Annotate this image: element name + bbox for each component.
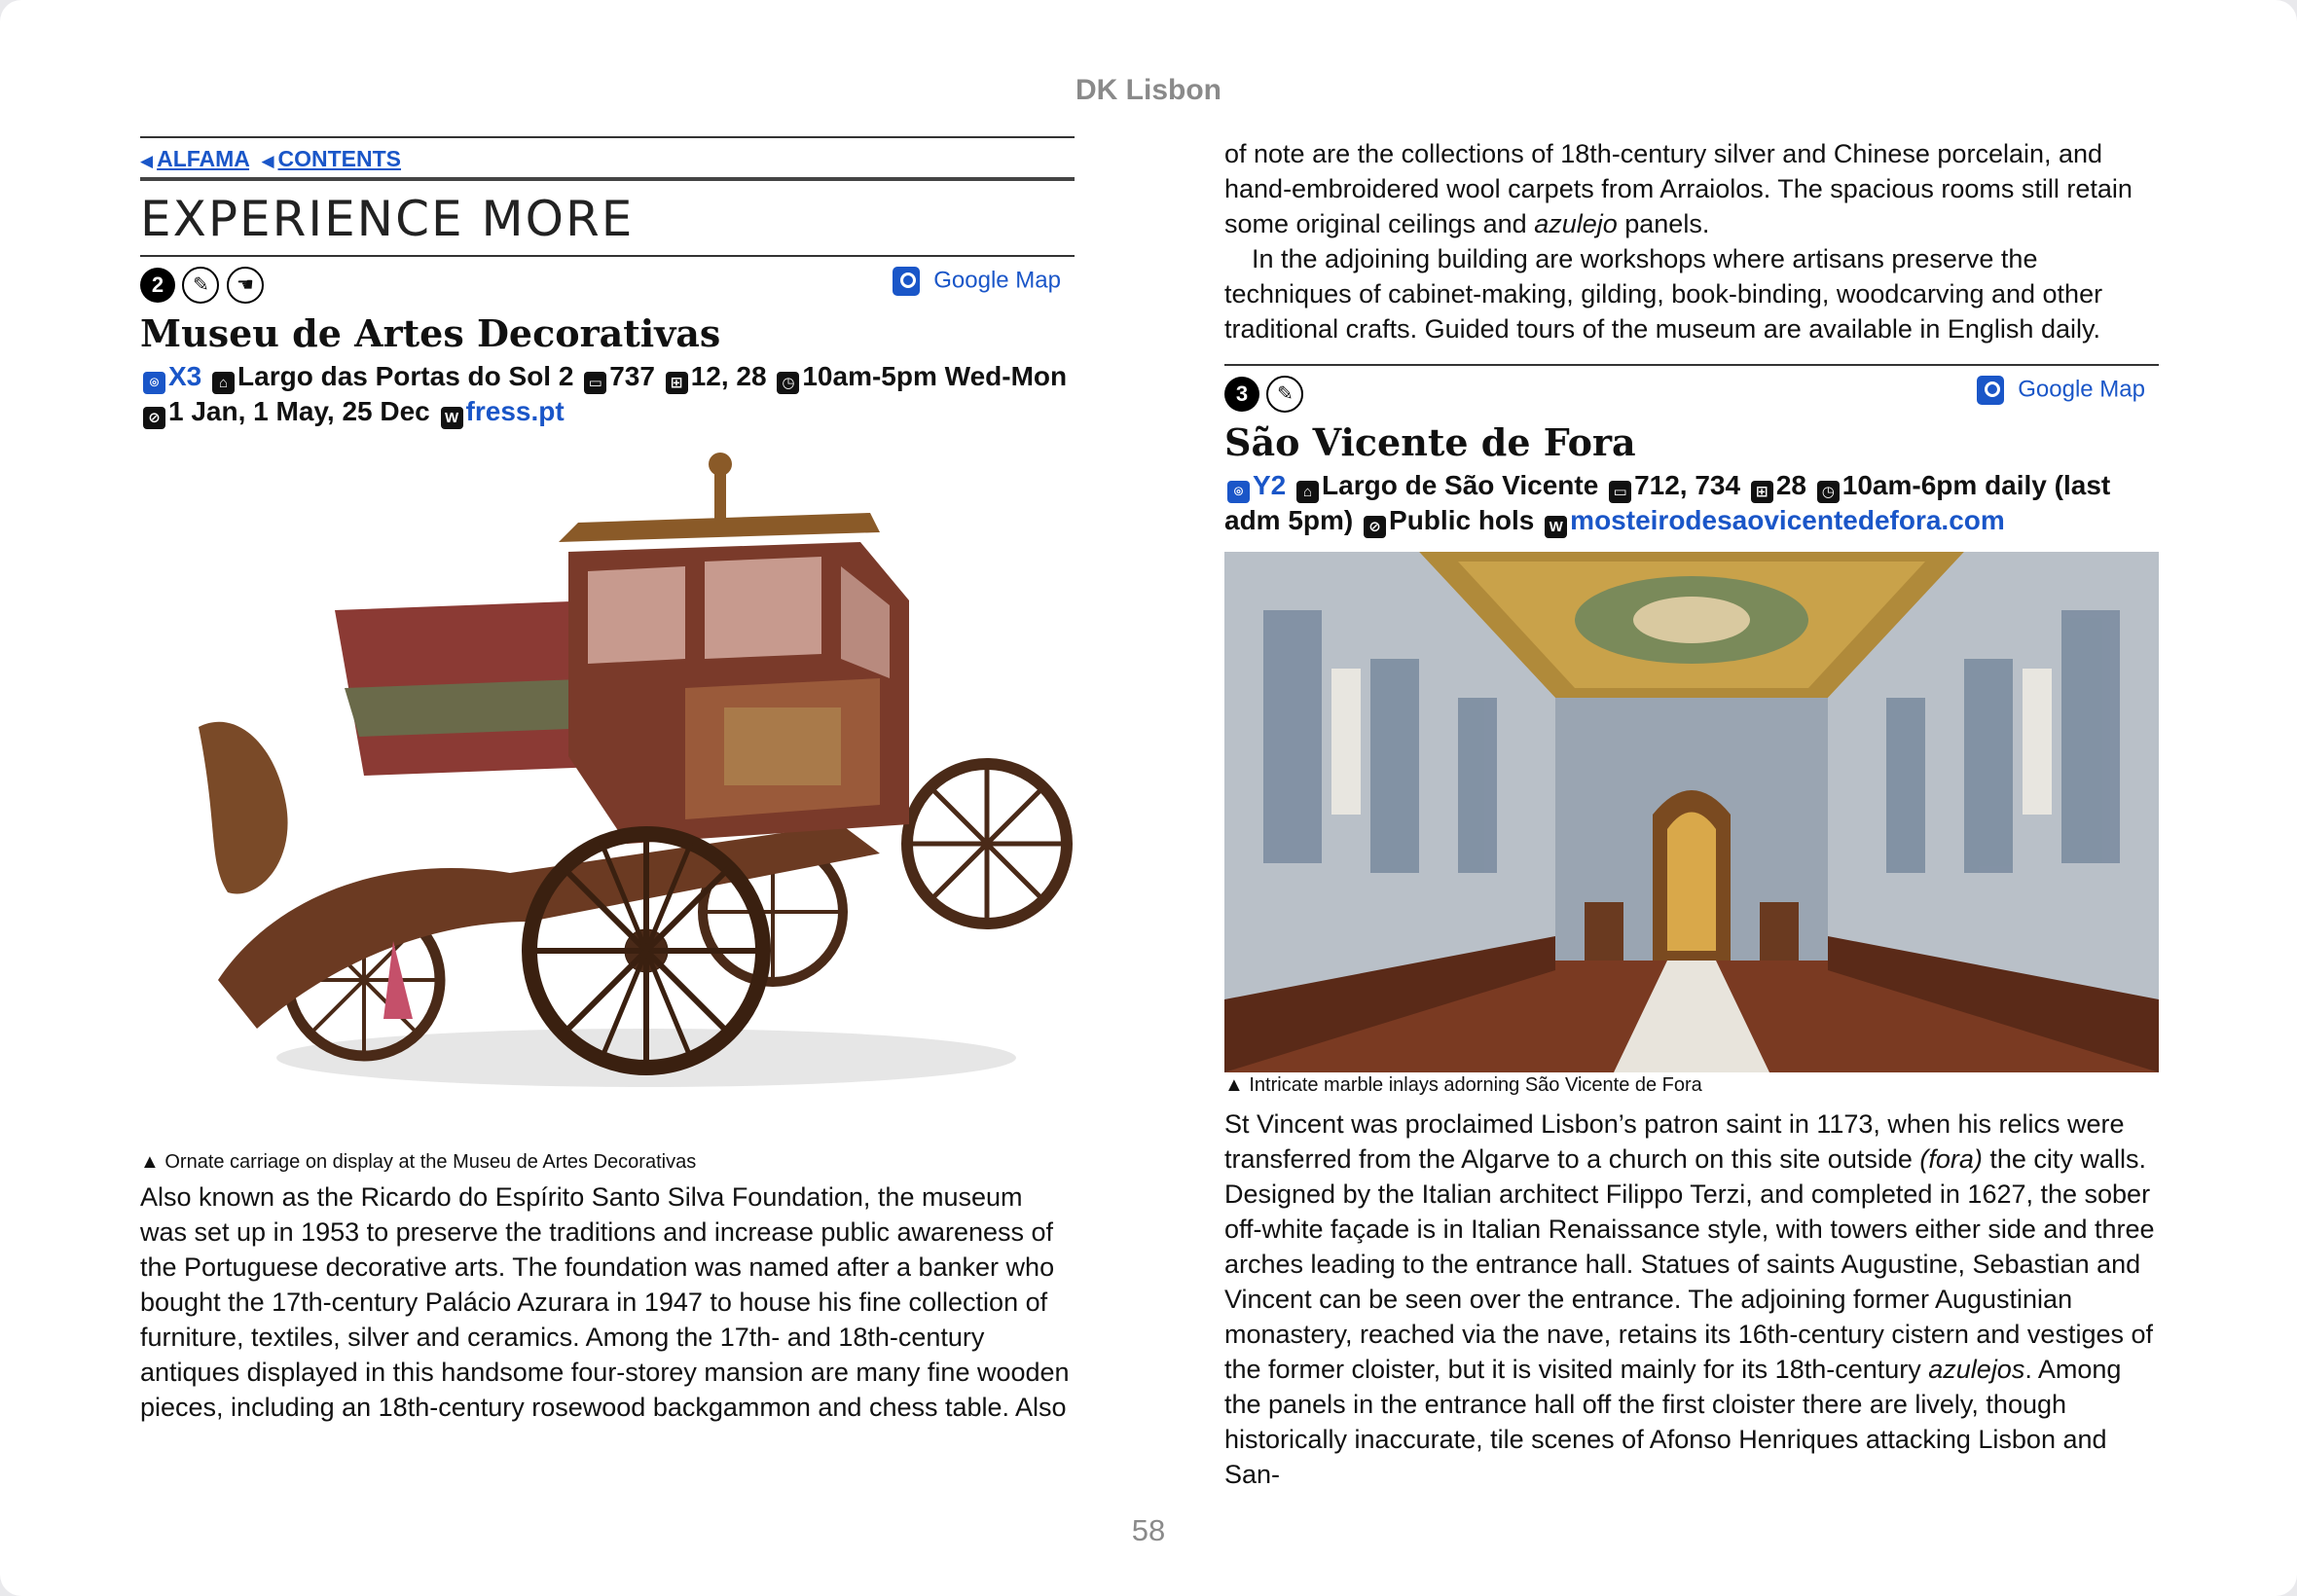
tram-icon: ⊞	[666, 372, 688, 394]
image-caption: ▲ Ornate carriage on display at the Museu de Artes Decorativas	[140, 1151, 697, 1173]
book-title: DK Lisbon	[1076, 74, 1221, 106]
entry-info	[1224, 468, 2159, 538]
closed-dates: Public hols	[1389, 505, 1535, 535]
bus-routes: 737	[609, 361, 655, 391]
closed-icon: ⊘	[143, 407, 165, 429]
grid-ref-link[interactable]: Y2	[1253, 470, 1287, 500]
entry-number: 3	[1224, 377, 1259, 412]
entry-header	[140, 267, 1075, 309]
map-pin-icon: ⌾	[143, 372, 165, 394]
left-column	[140, 136, 1075, 1425]
entry-title: Museu de Artes Decorativas	[140, 311, 721, 355]
entry-title: São Vicente de Fora	[1224, 420, 1636, 464]
church-interior-image	[1224, 552, 2159, 1072]
map-pin-icon	[1977, 376, 2004, 405]
closed-dates: 1 Jan, 1 May, 25 Dec	[168, 396, 430, 426]
web-icon: W	[441, 407, 463, 429]
divider	[140, 255, 1075, 257]
hand-icon: ☚	[227, 267, 264, 304]
back-arrow-icon: ◀	[140, 152, 154, 170]
section-title: EXPERIENCE MORE	[140, 191, 635, 247]
grid-ref-link[interactable]: X3	[168, 361, 202, 391]
address: Largo das Portas do Sol 2	[237, 361, 574, 391]
google-map-link[interactable]	[893, 267, 1061, 296]
entry-number: 2	[140, 268, 175, 303]
tram-icon: ⊞	[1751, 481, 1773, 503]
body-paragraph: In the adjoining building are workshops where artisans preserve the techniques of cabinet-making, gilding, book-binding, woodcarving and other traditional crafts. Guided tours of the museum are available in English daily.	[1224, 244, 2103, 344]
carriage-image	[140, 435, 1075, 1145]
body-paragraph: Also known as the Ricardo do Espírito Santo Silva Foundation, the museum was set up in 1953 to preserve the traditions and increase public awareness of the Portuguese decorative arts. The foundation was named after a banker who bought the 17th-century Palácio Azurara in 1947 to house his fine collection of furniture, textiles, silver and ceramics. Among the 17th- and 18th-century antiques displayed in this handsome four-storey mansion are many fine wooden pieces, including an 18th-century rosewood backgammon and chess table. Also	[140, 1182, 1070, 1422]
ticket-icon: ✎	[1266, 376, 1303, 413]
map-pin-icon	[893, 267, 920, 296]
page-number: 58	[1131, 1513, 1166, 1547]
back-arrow-icon: ◀	[261, 152, 274, 170]
alfama-link[interactable]: ALFAMA	[157, 146, 250, 171]
tram-routes: 28	[1775, 470, 1806, 500]
image-caption: ▲ Intricate marble inlays adorning São Vicente de Fora	[1224, 1074, 1702, 1096]
contents-link[interactable]: CONTENTS	[277, 146, 402, 171]
opening-hours: 10am-5pm Wed-Mon	[802, 361, 1068, 391]
body-paragraph: of note are the collections of 18th-century silver and Chinese porcelain, and hand-embroidered wool carpets from Arraiolos. The spacious rooms still retain some original ceilings and azulejo panels.	[1224, 139, 2133, 238]
opening-hours: 10am-6pm daily (last adm 5pm)	[1224, 470, 2111, 535]
breadcrumb	[140, 138, 1075, 177]
body-paragraph: St Vincent was proclaimed Lisbon’s patron saint in 1173, when his relics were transferred from the Algarve to a church on this site outside (fora) the city walls. Designed by the Italian architect Filippo Terzi, and completed in 1627, the sober off-white façade is in Italian Renaissance style, with towers either side and three arches leading to the entrance hall. Statues of saints Augustine, Sebastian and Vincent can be seen over the entrance. The adjoining former Augustinian monastery, reached via the nave, retains its 16th-century cistern and vestiges of the former cloister, but it is visited mainly for its 18th-century azulejos. Among the panels in the entrance hall off the first cloister there are lively, though historically inaccurate, tile scenes of Afonso Henriques attacking Lisbon and San-	[1224, 1109, 2155, 1489]
bus-icon: ▭	[584, 372, 606, 394]
entry-body	[140, 1179, 1075, 1425]
bus-icon: ▭	[1609, 481, 1631, 503]
entry-body	[1224, 1106, 2159, 1492]
web-icon: W	[1545, 516, 1567, 538]
clock-icon: ◷	[1817, 481, 1840, 503]
bus-routes: 712, 734	[1634, 470, 1741, 500]
website-link[interactable]: mosteirodesaovicentedefora.com	[1570, 505, 2005, 535]
closed-icon: ⊘	[1364, 516, 1386, 538]
clock-icon: ◷	[777, 372, 799, 394]
divider	[1224, 364, 2159, 366]
entry-header	[1224, 376, 2159, 418]
entry-info	[140, 359, 1075, 429]
tram-routes: 12, 28	[690, 361, 767, 391]
google-map-label: Google Map	[2018, 376, 2145, 403]
home-icon: ⌂	[1296, 481, 1319, 503]
right-column	[1224, 136, 2159, 1492]
home-icon: ⌂	[212, 372, 235, 394]
continued-text	[1224, 136, 2159, 346]
map-pin-icon: ⌾	[1227, 481, 1250, 503]
google-map-label: Google Map	[933, 267, 1061, 294]
divider	[140, 177, 1075, 181]
ticket-icon: ✎	[182, 267, 219, 304]
website-link[interactable]: fress.pt	[465, 396, 565, 426]
address: Largo de São Vicente	[1322, 470, 1599, 500]
google-map-link[interactable]	[1977, 376, 2145, 405]
